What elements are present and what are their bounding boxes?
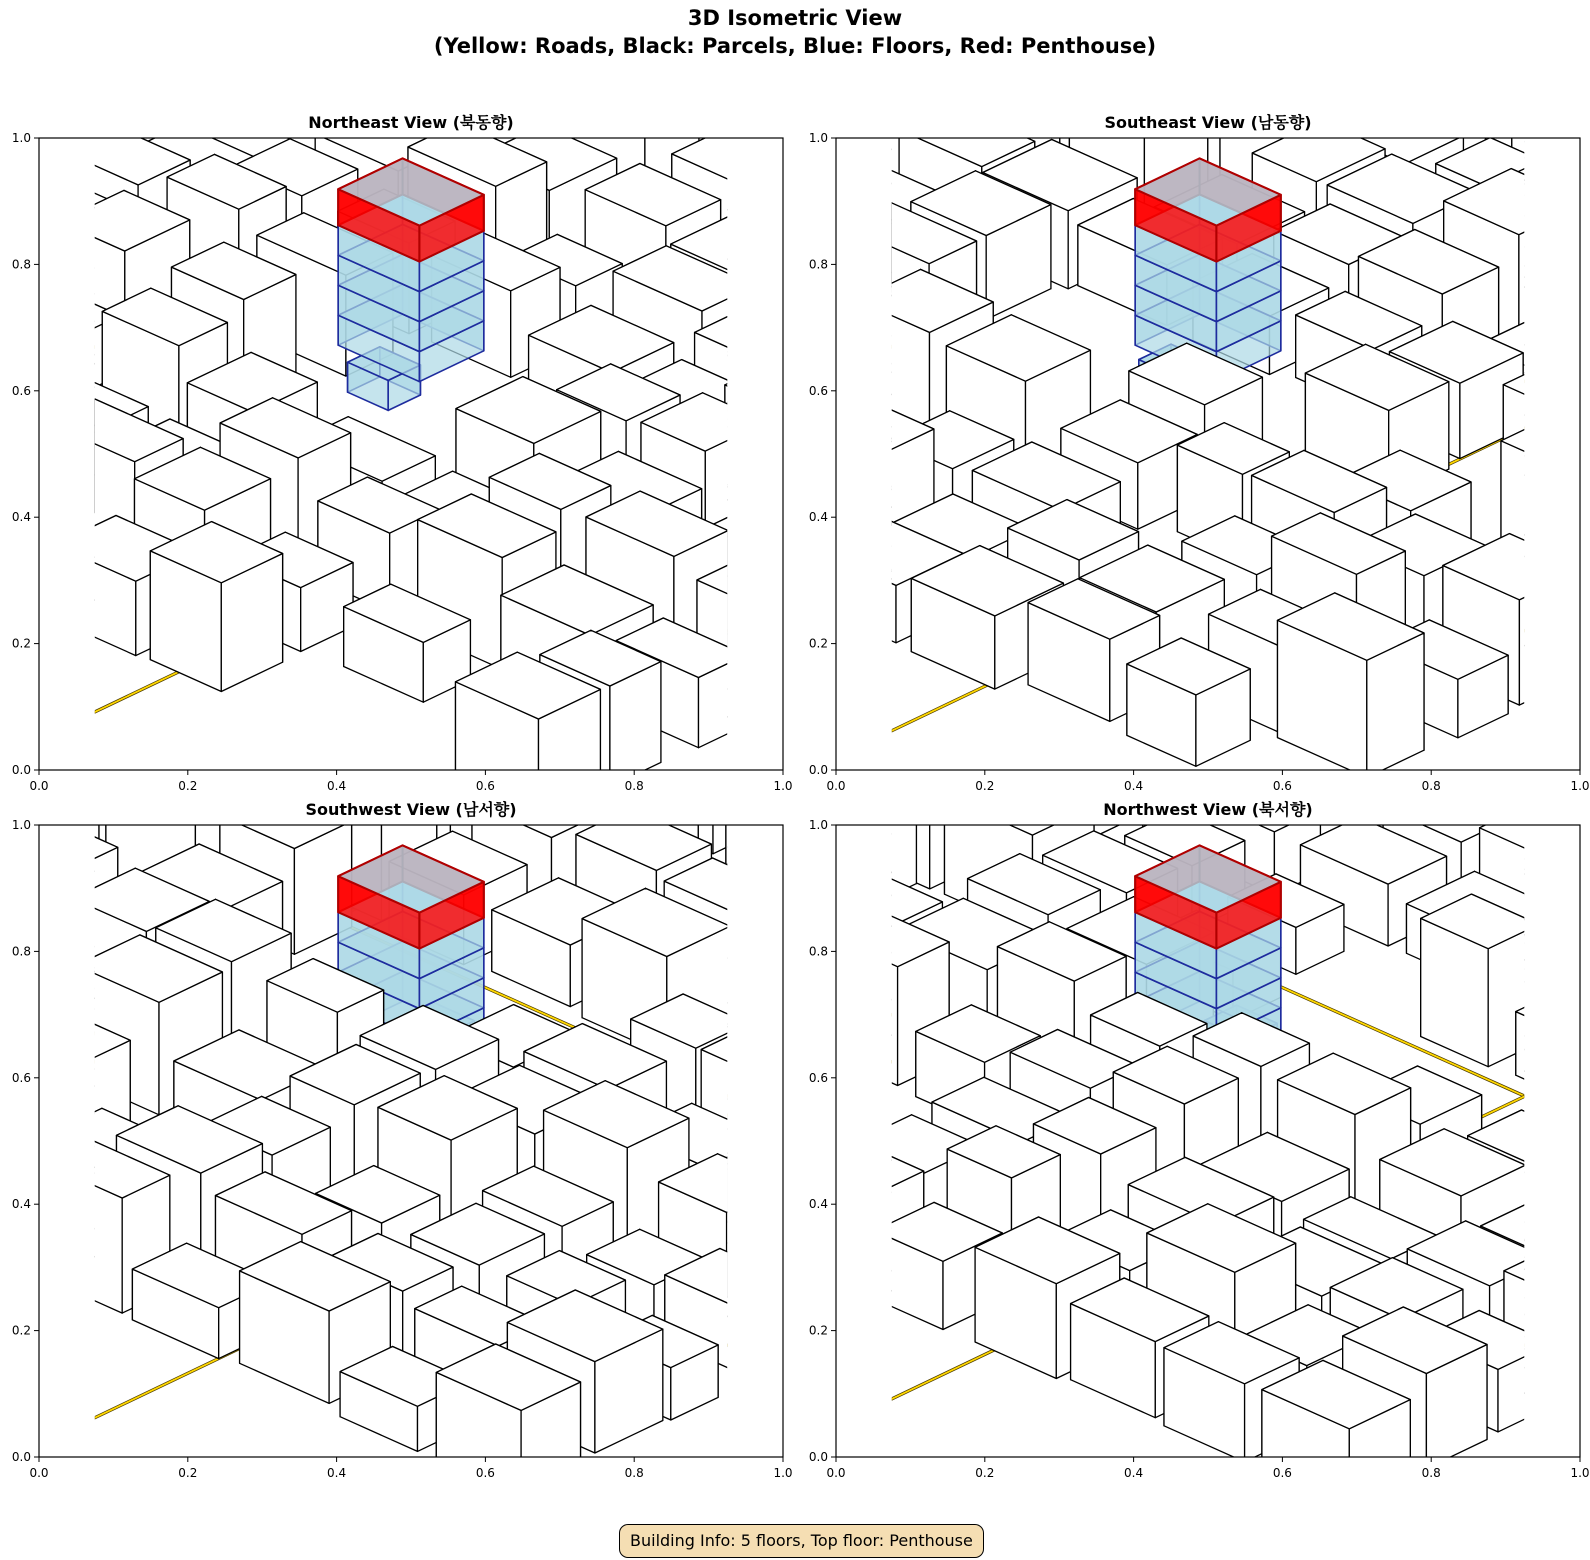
parcel-building xyxy=(246,0,378,13)
parcel-building-face xyxy=(972,0,1042,119)
parcel-building-face xyxy=(1021,0,1091,95)
parcel-building-face xyxy=(857,23,919,114)
parcel-building-face xyxy=(1531,803,1590,927)
parcel-building-face xyxy=(823,256,901,368)
parcel-building-face xyxy=(174,0,226,15)
parcel-building-roof xyxy=(0,164,110,229)
parcel-building-face xyxy=(793,89,877,191)
parcel-building-roof xyxy=(565,71,699,133)
parcel-building-roof xyxy=(1043,1,1196,71)
parcel-building-face xyxy=(0,80,9,210)
x-tick-label: 0.2 xyxy=(975,779,995,793)
parcel-building-face xyxy=(1100,0,1173,53)
parcel-building-face xyxy=(1585,1084,1590,1163)
parcel-building-roof xyxy=(841,0,985,21)
y-tick-label: 0.0 xyxy=(11,763,31,777)
parcel-building-face xyxy=(1098,0,1179,48)
parcel-building-face xyxy=(9,80,90,215)
parcel-building-face xyxy=(713,0,774,119)
parcel-building xyxy=(972,0,1091,119)
y-tick-label: 0.6 xyxy=(11,383,31,398)
parcel-building-face xyxy=(1581,1273,1590,1393)
target-building xyxy=(338,158,484,410)
parcel-building-roof xyxy=(1516,979,1590,1050)
parcel-building-face xyxy=(844,203,891,315)
parcel-building xyxy=(0,853,7,1026)
parcel-building-face xyxy=(358,0,407,17)
parcel-building-roof xyxy=(1558,1140,1590,1200)
x-tick-label: 0.0 xyxy=(826,1466,846,1480)
parcel-building-face xyxy=(1403,29,1459,139)
parcel-building xyxy=(1034,0,1173,85)
parcel-building-face xyxy=(750,896,798,1013)
parcel-building xyxy=(925,0,1068,38)
parcel-building-face xyxy=(1536,264,1590,384)
parcel-building-face xyxy=(1558,1169,1590,1271)
parcel-building-face xyxy=(0,813,42,955)
parcel-building-face xyxy=(972,0,1021,87)
parcel-building xyxy=(1577,1195,1590,1354)
parcel-building-face xyxy=(0,887,7,1026)
parcel-building-face xyxy=(246,22,327,108)
parcel-building-face xyxy=(601,0,675,120)
parcel-building xyxy=(0,783,73,911)
parcel-building-face xyxy=(1299,0,1363,100)
parcel-building-face xyxy=(0,853,7,1003)
axes-panel-3 xyxy=(0,791,823,1483)
parcel-building-face xyxy=(981,0,1068,11)
parcel-building-face xyxy=(84,2,146,129)
parcel-building-face xyxy=(443,0,493,63)
parcel-building-face xyxy=(343,0,410,99)
parcel-building-face xyxy=(726,1130,785,1222)
figure-title-line-2: (Yellow: Roads, Black: Parcels, Blue: Floors, Red: Penthouse) xyxy=(433,34,1157,58)
parcel-building-face xyxy=(817,1077,887,1175)
parcel-building-face xyxy=(1155,2,1207,95)
parcel-building-roof xyxy=(713,0,840,31)
parcel-building-face xyxy=(802,399,868,527)
parcel-building-face xyxy=(460,18,522,153)
parcel-building-face xyxy=(1165,0,1246,16)
parcel-building-face xyxy=(1532,500,1587,629)
y-tick-label: 0.6 xyxy=(11,1070,31,1085)
parcel-building-face xyxy=(820,932,897,1086)
parcel-building-face xyxy=(1575,78,1590,193)
parcel-building-face xyxy=(316,0,379,13)
parcel-building-face xyxy=(1580,396,1590,500)
parcel-building-face xyxy=(1043,1,1106,125)
parcel-building-roof xyxy=(261,0,410,26)
parcel-building xyxy=(1155,2,1272,124)
parcel-building-face xyxy=(820,907,872,1051)
parcel-building-face xyxy=(354,58,434,150)
parcel-building-face xyxy=(841,0,901,36)
parcel-building-face xyxy=(164,15,235,142)
y-tick-label: 0.0 xyxy=(808,1450,828,1464)
parcel-building xyxy=(261,0,410,99)
parcel-building xyxy=(189,22,326,135)
parcel-building-roof xyxy=(96,15,236,80)
parcel-building-face xyxy=(0,0,62,92)
parcel-building-face xyxy=(1532,526,1590,665)
parcel-building-face xyxy=(727,1184,786,1297)
parcel-building-face xyxy=(0,204,8,279)
parcel-building-roof xyxy=(199,51,352,121)
parcel-building xyxy=(150,522,282,692)
y-tick-label: 0.8 xyxy=(808,257,828,272)
x-tick-label: 0.6 xyxy=(475,1466,495,1480)
parcel-building-face xyxy=(1577,1195,1590,1322)
parcel-building-face xyxy=(537,3,611,150)
parcel-building xyxy=(1536,1084,1590,1187)
parcel-building-face xyxy=(47,399,96,535)
parcel-building xyxy=(770,0,918,114)
parcel-building-face xyxy=(36,377,82,449)
x-tick-label: 0.4 xyxy=(327,1466,347,1480)
parcel-building-face xyxy=(1213,0,1272,54)
parcel-building-face xyxy=(11,1009,60,1122)
panel-title: Northwest View (북서향) xyxy=(1103,800,1313,819)
y-tick-label: 0.8 xyxy=(11,944,31,959)
parcel-building-roof xyxy=(0,172,8,233)
parcel-building-face xyxy=(1536,317,1590,398)
parcel-building-face xyxy=(358,0,438,53)
parcel-building-face xyxy=(261,0,328,62)
parcel-building-face xyxy=(1459,29,1542,149)
parcel-building-face xyxy=(810,515,877,604)
parcel-building-face xyxy=(841,0,925,73)
axes-panel-1 xyxy=(0,104,823,796)
y-tick-label: 1.0 xyxy=(808,818,828,832)
parcel-building-face xyxy=(1565,915,1590,994)
parcel-building-face xyxy=(802,431,869,558)
parcel-building-face xyxy=(1558,1140,1590,1239)
parcel-building-face xyxy=(11,1033,81,1153)
parcel-building-roof xyxy=(1299,0,1437,24)
parcel-building xyxy=(0,0,145,129)
parcel-building-roof xyxy=(0,783,73,846)
y-tick-label: 1.0 xyxy=(808,131,828,145)
parcel-building-face xyxy=(1213,0,1291,90)
x-tick-label: 0.2 xyxy=(178,1466,198,1480)
parcel-building-face xyxy=(739,486,803,566)
panel-title: Southwest View (남서향) xyxy=(305,800,517,819)
parcel-building-face xyxy=(1107,0,1173,85)
parcel-building-roof xyxy=(1403,29,1542,93)
parcel-building-face xyxy=(408,0,488,29)
parcel-building-face xyxy=(737,158,790,264)
parcel-building-face xyxy=(810,547,897,643)
parcel-building-face xyxy=(226,0,294,21)
parcel-building-face xyxy=(1547,348,1590,426)
y-tick-label: 0.4 xyxy=(11,1197,31,1212)
x-tick-label: 0.6 xyxy=(1272,779,1292,793)
parcel-building-face xyxy=(831,1108,887,1201)
parcel-building-face xyxy=(25,117,90,247)
parcel-building-face xyxy=(242,0,294,46)
parcel-building-roof xyxy=(980,59,1115,121)
parcel-building xyxy=(1532,500,1590,665)
parcel-building-face xyxy=(1550,336,1590,425)
parcel-building-roof xyxy=(1577,1195,1590,1257)
parcel-building-face xyxy=(1519,568,1586,705)
parcel-building-face xyxy=(438,0,487,53)
parcel-building-roof xyxy=(1155,2,1272,56)
parcel-building-face xyxy=(737,242,805,357)
axes-panel-2 xyxy=(796,104,1590,796)
parcel-building-roof xyxy=(1512,78,1590,142)
y-tick-label: 1.0 xyxy=(11,818,31,832)
parcel-building-face xyxy=(770,0,832,75)
x-tick-label: 0.4 xyxy=(1124,779,1144,793)
parcel-building-face xyxy=(522,18,599,158)
parcel-building-roof xyxy=(1550,336,1590,405)
parcel-building-face xyxy=(0,23,63,136)
parcel-building xyxy=(443,0,578,101)
parcel-building-face xyxy=(902,0,986,45)
parcel-building-roof xyxy=(0,0,145,32)
parcel-building-face xyxy=(1516,979,1584,1075)
parcel-building-face xyxy=(1291,0,1350,90)
parcel-building xyxy=(174,0,294,46)
x-tick-label: 0.0 xyxy=(826,779,846,793)
parcel-building-face xyxy=(1587,111,1590,223)
y-tick-label: 0.4 xyxy=(808,510,828,525)
parcel-building-face xyxy=(1364,0,1438,102)
parcel-building xyxy=(1098,0,1245,48)
parcel-building-face xyxy=(0,0,84,129)
parcel-building-roof xyxy=(537,0,675,36)
parcel-building-roof xyxy=(0,853,7,911)
parcel-building-face xyxy=(1550,1231,1590,1310)
parcel-building-roof xyxy=(972,0,1091,16)
parcel-building-face xyxy=(785,420,864,566)
parcel-building-face xyxy=(1536,234,1590,349)
parcel-building-face xyxy=(1519,202,1587,347)
parcel-building-face xyxy=(1219,30,1271,123)
parcel-building-face xyxy=(1536,1108,1590,1187)
parcel-building-face xyxy=(328,0,410,67)
parcel-building-face xyxy=(832,0,919,85)
parcel-building xyxy=(0,80,90,246)
parcel-building-face xyxy=(1547,1145,1590,1232)
y-tick-label: 0.6 xyxy=(808,383,828,398)
parcel-building-face xyxy=(718,1154,786,1269)
parcel-building-face xyxy=(35,1108,102,1202)
parcel-building-face xyxy=(0,978,40,1109)
x-tick-label: 0.6 xyxy=(1272,1466,1292,1480)
parcel-building-face xyxy=(1272,0,1350,61)
parcel-building-face xyxy=(1098,0,1165,12)
parcel-building-face xyxy=(1034,0,1100,52)
x-tick-label: 1.0 xyxy=(1570,1466,1590,1480)
parcel-building-face xyxy=(261,0,343,99)
parcel-building-face xyxy=(537,0,601,117)
x-tick-label: 0.6 xyxy=(475,779,495,793)
parcel-building xyxy=(1536,234,1590,384)
parcel-building-face xyxy=(0,783,72,887)
parcel-building-face xyxy=(494,0,579,77)
x-tick-label: 0.8 xyxy=(624,779,644,793)
parcel-building-roof xyxy=(1144,44,1289,111)
parcel-building-face xyxy=(1560,413,1590,557)
parcel-building-face xyxy=(1034,0,1107,85)
parcel-building-roof xyxy=(0,23,63,78)
panel-title: Northeast View (북동향) xyxy=(308,113,514,132)
parcel-building xyxy=(0,172,8,279)
x-tick-label: 0.8 xyxy=(624,1466,644,1480)
parcel-building-face xyxy=(1550,365,1590,465)
parcel-building-face xyxy=(1583,979,1590,1082)
parcel-building-face xyxy=(0,397,84,504)
parcel-building-face xyxy=(0,212,27,337)
x-tick-label: 1.0 xyxy=(773,779,793,793)
parcel-building-face xyxy=(725,128,790,238)
parcel-building xyxy=(1550,336,1590,465)
y-tick-label: 0.4 xyxy=(11,510,31,525)
parcel-building-roof xyxy=(460,18,600,83)
parcel-building-face xyxy=(925,0,985,73)
parcel-building-roof xyxy=(298,58,434,121)
x-tick-label: 1.0 xyxy=(773,1466,793,1480)
parcel-building-face xyxy=(1536,1200,1590,1283)
parcel-building-roof xyxy=(1536,234,1590,299)
y-tick-label: 1.0 xyxy=(11,131,31,145)
parcel-building-face xyxy=(189,22,246,99)
parcel-building-face xyxy=(46,1141,94,1279)
parcel-building-face xyxy=(1155,27,1219,124)
parcel-building-face xyxy=(1552,362,1590,477)
parcel-building-face xyxy=(725,355,789,486)
parcel-building-face xyxy=(96,15,165,142)
x-tick-label: 0.2 xyxy=(178,779,198,793)
parcel-building-face xyxy=(189,49,270,135)
y-tick-label: 0.2 xyxy=(808,1323,828,1338)
parcel-building-face xyxy=(0,945,40,1086)
panel-title: Southeast View (남동향) xyxy=(1104,113,1312,132)
x-tick-label: 0.8 xyxy=(1421,779,1441,793)
y-tick-label: 0.0 xyxy=(11,1450,31,1464)
x-tick-label: 0.4 xyxy=(327,779,347,793)
parcel-building-face xyxy=(246,0,315,13)
parcel-building-face xyxy=(1516,1012,1590,1115)
parcel-building-roof xyxy=(793,64,929,127)
parcel-building-face xyxy=(0,164,29,293)
parcel-building-face xyxy=(801,977,852,1120)
parcel-building-face xyxy=(0,285,51,376)
parcel-building-face xyxy=(725,385,796,518)
parcel-building-face xyxy=(0,1017,57,1169)
figure-title-line-1: 3D Isometric View xyxy=(687,6,903,30)
parcel-building-face xyxy=(1179,0,1245,48)
parcel-building-face xyxy=(1577,1224,1590,1354)
x-tick-label: 0.0 xyxy=(29,779,49,793)
parcel-building-face xyxy=(0,845,51,989)
y-tick-label: 0.8 xyxy=(11,257,31,272)
parcel-building xyxy=(841,0,985,73)
parcel-building xyxy=(358,0,487,53)
parcel-building-face xyxy=(611,6,675,150)
parcel-building-face xyxy=(0,951,49,1041)
x-tick-label: 1.0 xyxy=(1570,779,1590,793)
y-tick-label: 0.2 xyxy=(11,636,31,651)
parcel-building-face xyxy=(817,163,875,243)
parcel-building-roof xyxy=(1536,1084,1590,1139)
x-tick-label: 0.2 xyxy=(975,1466,995,1480)
parcel-building-face xyxy=(0,1042,4,1193)
parcel-building-face xyxy=(774,0,840,119)
parcel-building-roof xyxy=(1213,0,1351,12)
axes-panel-4 xyxy=(796,791,1590,1483)
building-info-box: Building Info: 5 floors, Top floor: Penthouse xyxy=(619,1524,984,1558)
parcel-building-face xyxy=(1579,142,1590,277)
parcel-building-roof xyxy=(189,22,326,85)
parcel-building-face xyxy=(0,980,62,1074)
parcel-building-face xyxy=(1536,1084,1585,1156)
x-tick-label: 0.0 xyxy=(29,1466,49,1480)
parcel-building-face xyxy=(0,172,8,249)
parcel-building-face xyxy=(22,821,73,910)
parcel-building-face xyxy=(1207,2,1271,99)
parcel-building-face xyxy=(174,0,242,46)
parcel-building-face xyxy=(1011,0,1067,38)
parcel-building-face xyxy=(1560,839,1590,952)
parcel-building-face xyxy=(1373,0,1437,133)
parcel-building xyxy=(1516,979,1590,1114)
y-tick-label: 0.0 xyxy=(808,763,828,777)
y-tick-label: 0.6 xyxy=(808,1070,828,1085)
parcel-building-face xyxy=(36,399,103,479)
y-tick-label: 0.4 xyxy=(808,1197,828,1212)
parcel-building-face xyxy=(793,905,840,1037)
parcel-building xyxy=(537,0,675,150)
parcel-building xyxy=(0,1017,57,1194)
parcel-building-roof xyxy=(0,397,84,469)
parcel-building xyxy=(1299,0,1437,133)
parcel-building-roof xyxy=(770,0,918,53)
parcel-building-roof xyxy=(1034,0,1173,1)
parcel-building-roof xyxy=(1532,500,1590,562)
x-tick-label: 0.4 xyxy=(1124,1466,1144,1480)
x-tick-label: 0.8 xyxy=(1421,1466,1441,1480)
parcel-building-face xyxy=(528,0,578,101)
parcel-building xyxy=(1213,0,1351,90)
y-tick-label: 0.2 xyxy=(11,1323,31,1338)
parcel-building-face xyxy=(770,14,857,114)
parcel-building-face xyxy=(62,0,146,100)
parcel-building-roof xyxy=(358,0,487,5)
parcel-building xyxy=(1558,1140,1590,1271)
y-tick-label: 0.8 xyxy=(808,944,828,959)
parcel-building xyxy=(0,212,27,368)
parcel-building-roof xyxy=(622,15,750,74)
parcel-building-face xyxy=(1586,500,1590,639)
parcel-building-face xyxy=(925,0,1012,38)
parcel-building xyxy=(0,164,110,330)
parcel-building-face xyxy=(443,0,528,101)
parcel-building-face xyxy=(792,147,858,238)
y-tick-label: 0.2 xyxy=(808,636,828,651)
parcel-building-face xyxy=(1043,0,1092,119)
